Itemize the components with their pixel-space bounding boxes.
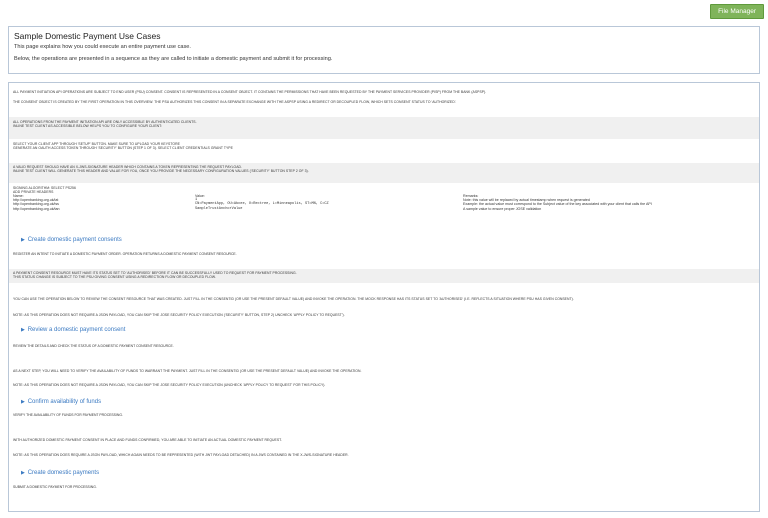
create-payment-description: SUBMIT A DOMESTIC PAYMENT FOR PROCESSING. (13, 485, 97, 489)
column-header: Name: (13, 194, 24, 198)
header-value[interactable]: SampleTrustAnchorValue (195, 206, 243, 211)
create-consent-description: REGISTER AN INTENT TO INITIATE A DOMESTIC PAYMENT ORDER. OPERATION RETURNS A DOMESTIC PAYMENT CONSENT RESOURCE. (13, 252, 237, 256)
page-intro: This page explains how you could execute an entire payment use case. (14, 44, 191, 50)
consent-redirect-text: THIS STATUS CHANGE IS SUBJECT TO THE PSU GIVING CONSENT USING A REDIRECTION FLOW OR DECOUPLED FLOW. (13, 275, 216, 280)
header-value[interactable]: CN=PaymentApp, OU=Abcee, O=Rectree, L=Minneapolis, ST=MN, C=CZ (195, 202, 329, 207)
operation-label: Confirm availability of funds (27, 399, 102, 405)
review-domestic-payment-consent-link[interactable] (21, 327, 125, 333)
jws-text-2: INLINE TEST CLIENT WILL GENERATE THIS HEADER AND VALUE FOR YOU, ONCE YOU PROVIDE THE NECESSARY CONFIGURATION VALUES ('SECURITY' BUTTON STEP 2 OF 3). (13, 169, 309, 174)
column-header: Remarks: (463, 194, 479, 198)
column-header: Value: (195, 194, 205, 198)
confirm-availability-of-funds-link[interactable] (21, 399, 101, 405)
funds-check-text: AS A NEXT STEP, YOU WILL NEED TO VERIFY THE AVAILABILITY OF FUNDS TO WARRANT THE PAYMENT. JUST FILL IN THE CONSENTID (OR USE THE PRESENT DEFAULT VALUE) AND INVOKE THE OPERATION. (13, 369, 362, 373)
signing-algorithm: SIGNING ALGORITHM: SELECT PS256 (13, 186, 76, 190)
create-domestic-payments-link[interactable] (21, 470, 99, 476)
expand-triangle-icon: ▶ (21, 400, 25, 405)
auth-text-2: INLINE TEST CLIENT AS ACCESSIBLE BELOW HELPS YOU TO CONFIGURE YOUR CLIENT: (13, 124, 162, 129)
confirm-funds-description: VERIFY THE AVAILABILITY OF FUNDS FOR PAYMENT PROCESSING. (13, 413, 123, 417)
top-toolbar (0, 0, 768, 20)
funds-check-note (9, 369, 759, 373)
client-setup-section (9, 142, 759, 150)
oauth-token-text: GENERATE AN OAUTH ACCESS TOKEN THROUGH 'SECURITY' BUTTON (STEP 1 OF 3). SELECT CLIENT CREDENTIALS GRANT TYPE (13, 146, 233, 151)
consent-authorisation-section (9, 269, 759, 283)
table-row (13, 207, 652, 211)
consent-object-text: THE CONSENT OBJECT IS CREATED BY THE FIRST OPERATION IN THIS OVERVIEW. THE PSU AUTHORIZES THIS CONSENT IN A SEPARATE EXCHANGE WITH THE ASPSP USING A REDIRECT OR DECOUPLED FLOW, WHICH SETS CONSENT STATUS TO 'AUTHORIZED'. (13, 100, 457, 105)
create-domestic-payment-consents-link[interactable] (21, 237, 122, 243)
operation-label: Create domestic payments (27, 470, 100, 476)
private-headers-table (13, 194, 652, 211)
expand-triangle-icon: ▶ (21, 328, 25, 333)
consent-intro-text: ALL PAYMENT INITIATION API OPERATIONS ARE SUBJECT TO END USER (PSU) CONSENT. CONSENT IS REPRESENTED IN A CONSENT OBJECT. IT CONTAINS THE PERMISSIONS THAT HAVE BEEN REQUESTED BY THE PAYMENT SERVICES PROVIDER (PISP) FROM THE BANK (ASPSP). (13, 90, 487, 94)
page-sequence-note: Below, the operations are presented in a sequence as they are called to initiate a domestic payment and submit it for processing. (14, 56, 333, 62)
header-value[interactable]: 1 (195, 198, 198, 203)
consent-status-text: A PAYMENT CONSENT RESOURCE MUST HAVE ITS STATUS SET TO 'AUTHORISED' BEFORE IT CAN BE SUCCESSFULLY USED TO REQUEST FOR PAYMENT PROCESSING. (13, 271, 297, 275)
header-remark: Example: the actual value must correspond to the Subject value of the key associated with your client that calls the API (463, 202, 652, 207)
header-name: http://openbanking.org.uk/iss (13, 202, 59, 207)
expand-triangle-icon: ▶ (21, 471, 25, 476)
header-remark: A sample value to ensure proper JOSE validation (463, 206, 542, 211)
header-name: http://openbanking.org.uk/tan (13, 206, 60, 211)
expand-triangle-icon: ▶ (21, 238, 25, 243)
page-header-panel (8, 26, 760, 74)
operation-label: Review a domestic payment consent (27, 327, 126, 333)
file-manager-button[interactable]: File Manager (710, 4, 764, 19)
payment-jws-text: NOTE: AS THIS OPERATION DOES REQUIRE A JSON PAYLOAD, WHICH AGAIN NEEDS TO BE REPRESENTED (WITH JWT PAYLOAD DETACHED) IN A JWS CONTAINED IN THE X-JWS-SIGNATURE HEADER. (13, 453, 349, 457)
page-title: Sample Domestic Payment Use Cases (14, 31, 161, 41)
auth-section (9, 117, 759, 139)
auth-text-1: ALL OPERATIONS FROM THE PAYMENT INITIATION API ARE ONLY ACCESSIBLE BY AUTHENTICATED CLIENTS. (13, 120, 197, 124)
jws-section (9, 163, 759, 183)
add-private-headers: ADD PRIVATE HEADERS (13, 190, 54, 195)
funds-jose-note (9, 383, 759, 387)
operation-label: Create domestic payment consents (27, 237, 122, 243)
consent-intro-section (9, 90, 759, 104)
consent-jose-text: NOTE: AS THIS OPERATION DOES NOT REQUIRE A JSON PAYLOAD, YOU CAN SKIP THE JOSE SECURITY POLICY EXECUTION ('SECURITY' BUTTON, STEP 2) UNCHECK 'APPLY POLICY TO REQUEST'). (13, 313, 345, 317)
consent-review-note (9, 297, 759, 301)
jws-text-1: A VALID REQUEST SHOULD HAVE AN X-JWS-SIGNATURE HEADER WHICH CONTAINS A TOKEN REPRESENTING THE REQUEST PAYLOAD. (13, 165, 243, 169)
consent-jose-note (9, 313, 759, 317)
funds-jose-text: NOTE: AS THIS OPERATION DOES NOT REQUIRE A JSON PAYLOAD, YOU CAN SKIP THE JOSE SECURITY POLICY EXECUTION (UNCHECK 'APPLY POLICY TO REQUEST' FOR THIS POLICY). (13, 383, 326, 387)
header-remark: Note: this value will be replaced by actual timestamp when request is generated (463, 198, 590, 203)
review-consent-description: REVIEW THE DETAILS AND CHECK THE STATUS OF A DOMESTIC PAYMENT CONSENT RESOURCE. (13, 344, 174, 348)
consent-review-text: YOU CAN USE THE OPERATION BELOW TO REVIEW THE CONSENT RESOURCE THAT WAS CREATED. JUST FILL IN THE CONSENTID (OR USE THE PRESENT DEFAULT VALUE) AND INVOKE THE OPERATION. THE MOCK RESPONSE HAS ITS STATUS SET TO 'AUTHORISED' (I.E. REFLECTS A SITUATION WHERE PSU HAS GIVEN CONSENT). (13, 297, 574, 301)
payment-request-text: WITH AUTHORIZED DOMESTIC PAYMENT CONSENT IN PLACE AND FUNDS CONFIRMED, YOU ARE ABLE TO INITIATE AN ACTUAL DOMESTIC PAYMENT REQUEST. (13, 438, 282, 442)
client-setup-text: SELECT YOUR CLIENT APP THROUGH 'SETUP' BUTTON. MAKE SURE TO UPLOAD YOUR KEYSTORE (13, 142, 180, 146)
payment-request-note (9, 438, 759, 442)
use-case-content-panel (8, 82, 760, 512)
payment-jws-note (9, 453, 759, 457)
header-name: http://openbanking.org.uk/iat (13, 198, 59, 203)
